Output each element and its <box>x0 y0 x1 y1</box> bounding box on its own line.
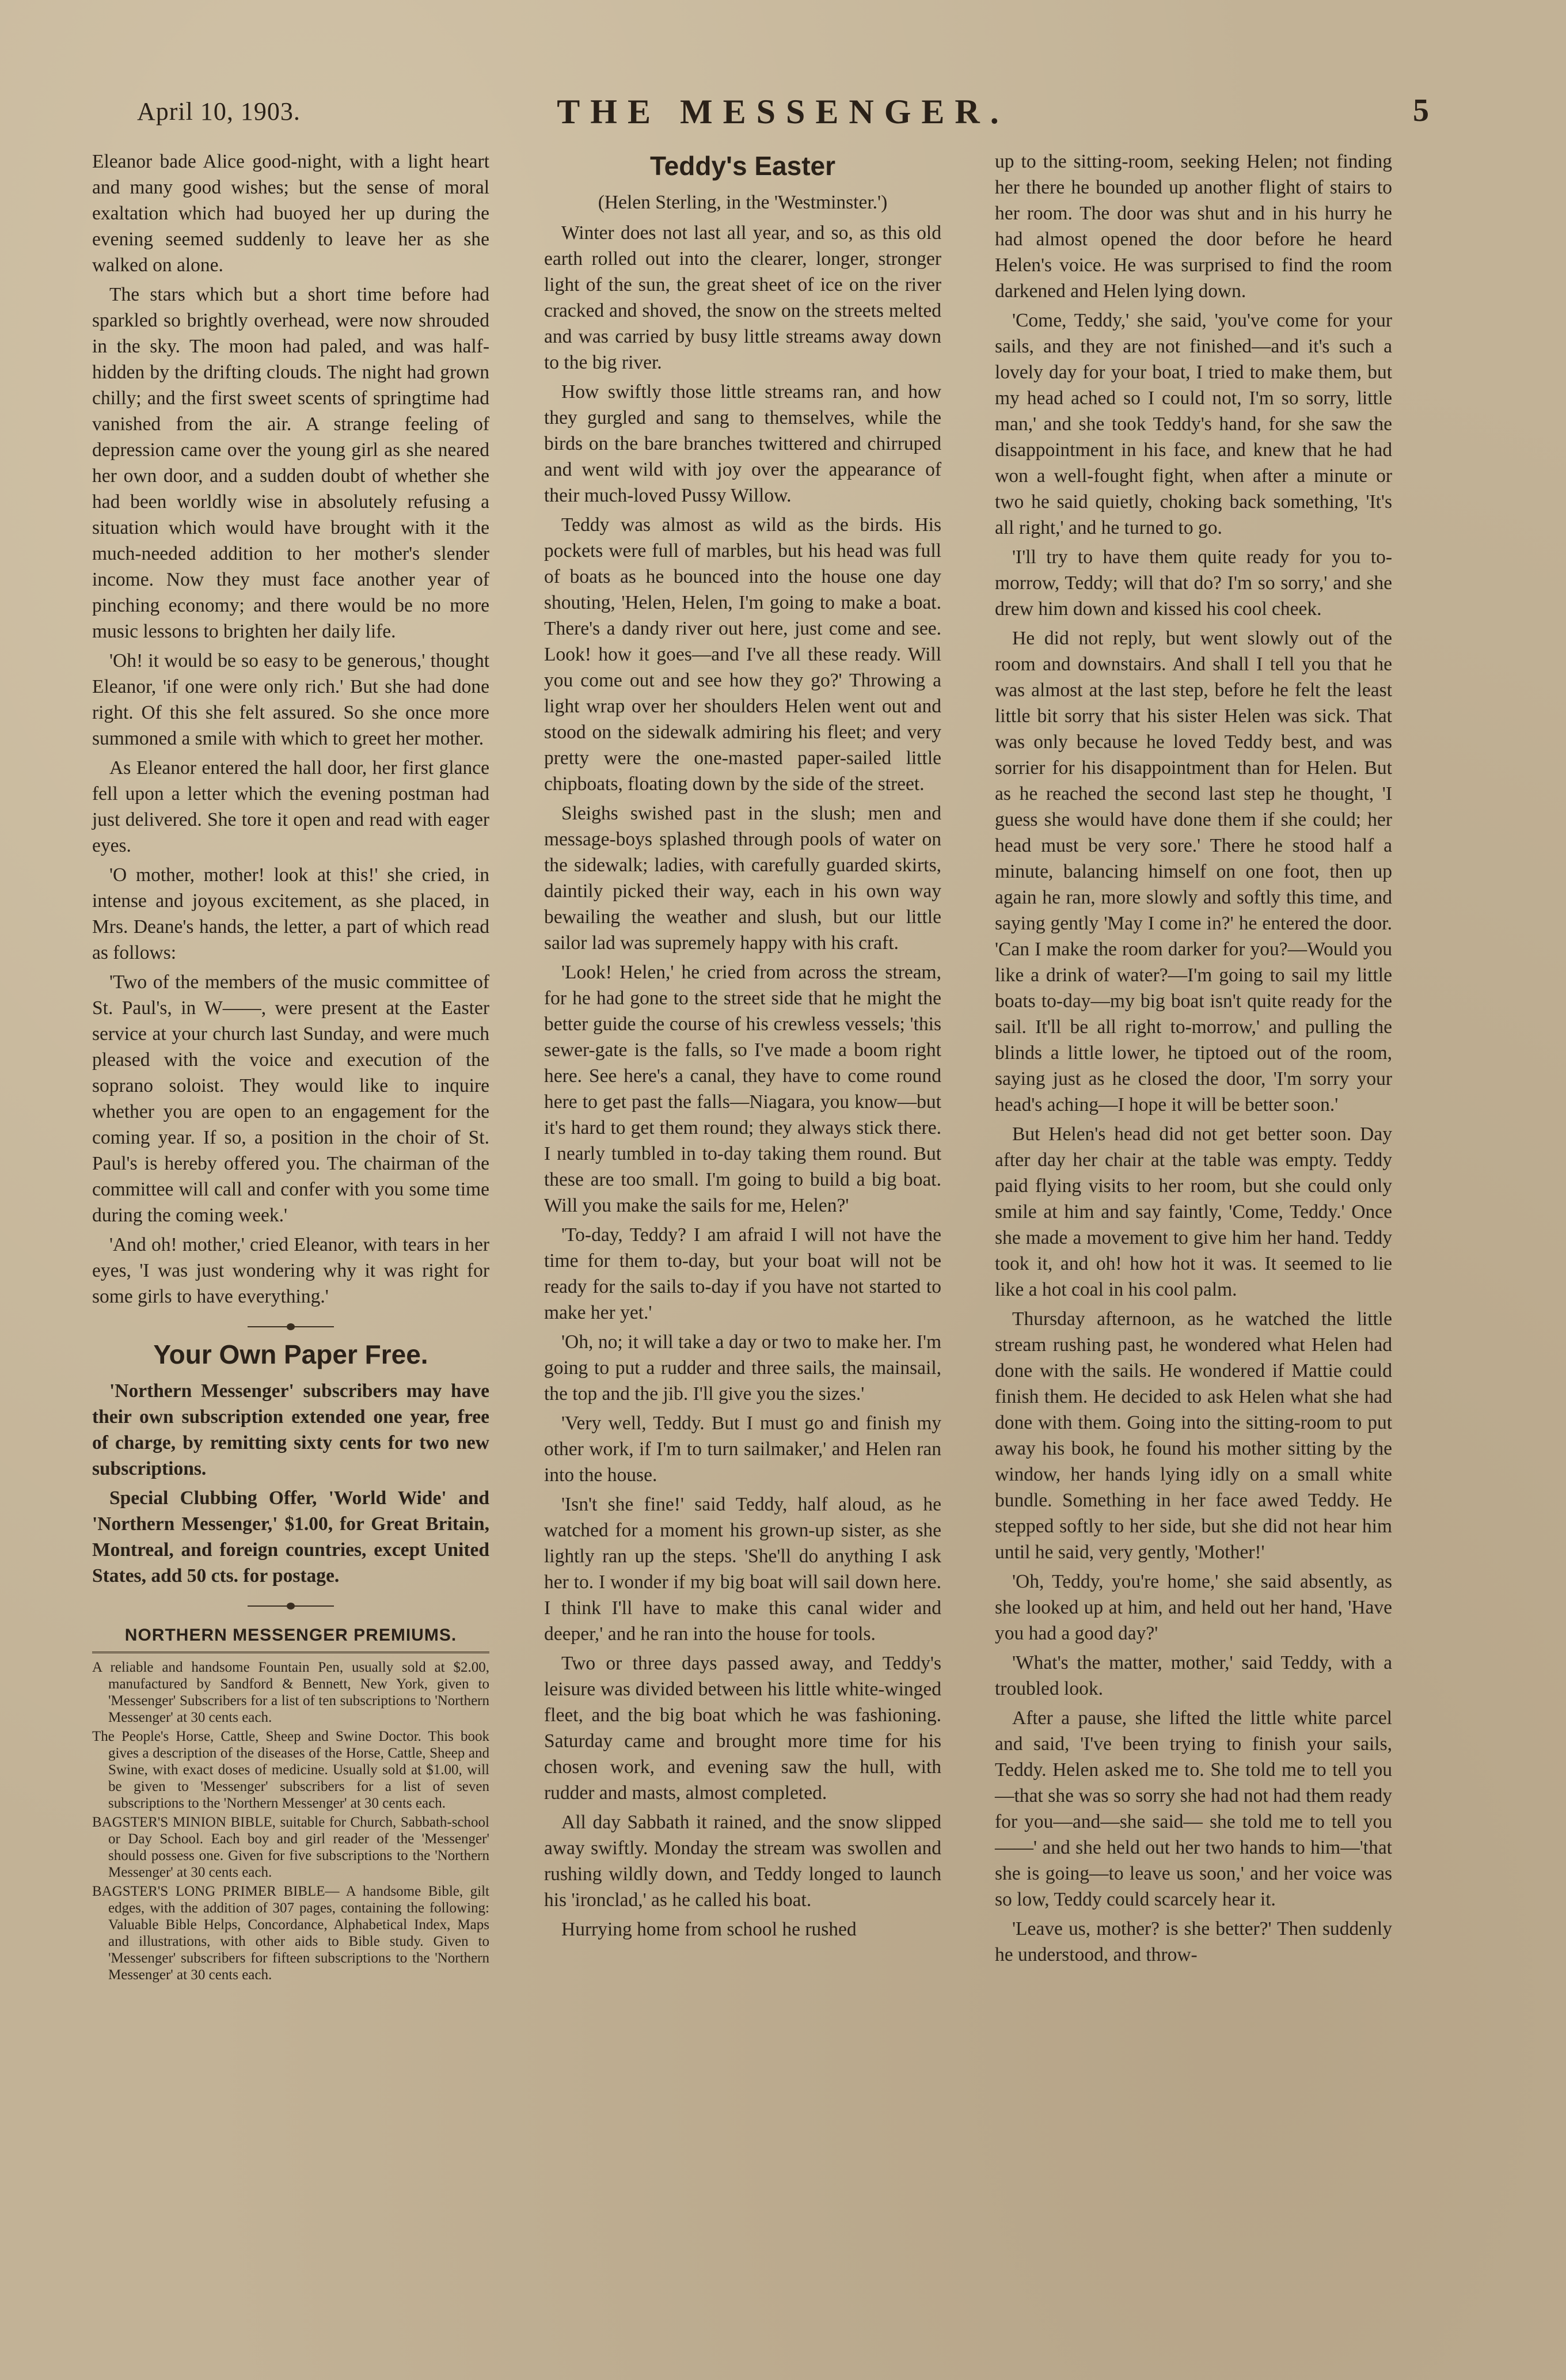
story-byline: (Helen Sterling, in the 'Westminster.') <box>598 192 888 213</box>
paragraph: But Helen's head did not get better soon. Day after day her chair at the table was empty. Teddy paid flying visits to her room, but she could only smile at him and say faintly, 'Come, Teddy.' Once she made a movement to give him her hand. Teddy took it, and oh! how hot it was. It seemed to lie like a hot coal in his cool palm. <box>995 1123 1392 1300</box>
paragraph: up to the sitting-room, seeking Helen; not finding her there he bounded up another flight of stairs to her room. The door was shut and in his hurry he had almost opened the door before he heard Helen's voice. He was surprised to find the room darkened and Helen lying down. <box>995 151 1392 302</box>
story-title: Teddy's Easter <box>650 151 835 181</box>
paragraph: How swiftly those little streams ran, and how they gurgled and sang to themselves, while the birds on the bare branches twittered and chirruped and went wild with joy over the appearance of their much-loved Pussy Willow. <box>544 381 941 506</box>
column-2 <box>544 149 941 1946</box>
free-paper-paragraph: 'Northern Messenger' subscribers may have their own subscription extended one year, free of charge, by remitting sixty cents for two new subscriptions. <box>92 1380 489 1479</box>
paragraph: He did not reply, but went slowly out of the room and downstairs. And shall I tell you that he was almost at the last step, before he felt the least little bit sorry that his sister Helen was sick. That was only because he loved Teddy best, and was sorrier for his disappointment than for Helen. But as he reached the second last step he thought, 'I guess she would have done them if she could; her head must be very sore.' There he stood half a minute, balancing himself on one foot, then up again he ran, more slowly and softly this time, and saying gently 'May I come in?' he entered the door. 'Can I make the room darker for you?—Would you like a drink of water?—I'm going to sail my little boats to-day—my big boat isn't quite ready for the sail. It'll be all right to-morrow,' and pulling the blinds a little lower, he tiptoed out of the room, saying just as he closed the door, 'I'm sorry your head's aching—I hope it will be better soon.' <box>995 628 1392 1115</box>
paragraph: 'What's the matter, mother,' said Teddy, with a troubled look. <box>995 1652 1392 1699</box>
paragraph: 'Oh, Teddy, you're home,' she said absently, as she looked up at him, and held out her hand, 'Have you had a good day?' <box>995 1571 1392 1644</box>
paragraph: 'Oh, no; it will take a day or two to make her. I'm going to put a rudder and three sails, the mainsail, the top and the jib. I'll give you the sizes.' <box>544 1331 941 1405</box>
clubbing-offer-paragraph: Special Clubbing Offer, 'World Wide' and 'Northern Messenger,' $1.00, for Great Britain, Montreal, and foreign countries, except United States, add 50 cts. for postage. <box>92 1487 489 1586</box>
page-number: 5 <box>1413 93 1429 128</box>
issue-date: April 10, 1903. <box>137 97 301 126</box>
paragraph: Winter does not last all year, and so, as this old earth rolled out into the clearer, longer, stronger light of the sun, the great sheet of ice on the river cracked and shoved, the snow on the streets melted and was carried by busy little streams away down to the big river. <box>544 222 941 373</box>
paragraph: 'Oh! it would be so easy to be generous,' thought Eleanor, 'if one were only rich.' But she had done right. Of this she felt assured. So she once more summoned a smile with which to greet her mother. <box>92 650 489 749</box>
letter-quote: 'Two of the members of the music committee of St. Paul's, in W——, were present at the Easter service at your church last Sunday, and were much pleased with the voice and execution of the soprano soloist. They would like to inquire whether you are open to an engagement for the coming year. If so, a position in the choir of St. Paul's is hereby offered you. The chairman of the committee will call and confer with you some time during the coming week.' <box>92 971 489 1226</box>
column-1 <box>92 149 489 1986</box>
paragraph: 'Very well, Teddy. But I must go and finish my other work, if I'm to turn sailmaker,' and Helen ran into the house. <box>544 1413 941 1486</box>
paragraph: After a pause, she lifted the little white parcel and said, 'I've been trying to finish your sails, Teddy. Helen asked me to. She told me to tell you—that she was so sorry she had not had them ready for you—and—she said— she told me to tell you ——' and she held out her two hands to him—'that she is going—to leave us soon,' and her voice was so low, Teddy could scarcely hear it. <box>995 1707 1392 1910</box>
paragraph: 'I'll try to have them quite ready for you to-morrow, Teddy; will that do? I'm so sorry,' and she drew him down and kissed his cool cheek. <box>995 546 1392 620</box>
paragraph: The stars which but a short time before had sparkled so brightly overhead, were now shrouded in the sky. The moon had paled, and was half-hidden by the drifting clouds. The night had grown chilly; and the first sweet scents of springtime had vanished from the air. A strange feeling of depression came over the young girl as she neared her own door, and a sudden doubt of whether she had been worldly wise in absolutely refusing a situation which would have brought with it the much-needed addition to her mother's slender income. Now they must face another year of pinching economy; and there would be no more music lessons to brighten her daily life. <box>92 284 489 642</box>
section-divider <box>248 1601 334 1611</box>
paragraph: As Eleanor entered the hall door, her first glance fell upon a letter which the evening postman had just delivered. She tore it open and read with eager eyes. <box>92 757 489 856</box>
newspaper-title: THE MESSENGER. <box>557 93 1009 131</box>
paragraph: 'Come, Teddy,' she said, 'you've come for your sails, and they are not finished—and it's such a lovely day for your boat, I tried to make them, but my head ached so I could not, I'm so sorry, little man,' and she took Teddy's hand, for she saw the disappointment in his face, and knew that he had won a well-fought fight, when after a minute or two he said quietly, choking back something, 'It's all right,' and he turned to go. <box>995 310 1392 538</box>
paragraph: Teddy was almost as wild as the birds. His pockets were full of marbles, but his head was full of boats as he bounced into the house one day shouting, 'Helen, Helen, I'm going to make a boat. There's a dandy river out here, just come and see. Look! how it goes—and I've all these ready. Will you come out and see how they go?' Throwing a light wrap over her shoulders Helen went out and stood on the sidewalk admiring his fleet; and very pretty were the one-masted paper-sailed little chipboats, floating down by the side of the street. <box>544 514 941 795</box>
paragraph: Two or three days passed away, and Teddy's leisure was divided between his little white-winged fleet, and the big boat which he was fashioning. Saturday came and brought more time for his chosen work, and evening saw the hull, with rudder and masts, almost completed. <box>544 1653 941 1804</box>
masthead <box>0 92 1566 138</box>
premium-item: BAGSTER'S LONG PRIMER BIBLE— A handsome Bible, gilt edges, with the addition of 307 pages, containing the following: Valuable Bible Helps, Concordance, Alphabetical Index, Maps and illustrations, with other aids to Bible study. Given to 'Messenger' subscribers for fifteen subscriptions to the 'Northern Messenger' at 30 cents each. <box>92 1884 489 1983</box>
paragraph: Eleanor bade Alice good-night, with a light heart and many good wishes; but the sense of moral exaltation which had buoyed her up during the evening seemed suddenly to leave her as she walked on alone. <box>92 151 489 276</box>
paragraph: 'O mother, mother! look at this!' she cried, in intense and joyous excitement, as she placed, in Mrs. Deane's hands, the letter, a part of which read as follows: <box>92 864 489 963</box>
free-paper-heading: Your Own Paper Free. <box>153 1339 428 1369</box>
premiums-heading: NORTHERN MESSENGER PREMIUMS. <box>92 1622 489 1653</box>
premium-item: The People's Horse, Cattle, Sheep and Swine Doctor. This book gives a description of the diseases of the Horse, Cattle, Sheep and Swine, with exact doses of medicine. Usually sold at $1.00, will be given to 'Messenger' subscribers for a list of seven subscriptions to the 'Northern Messenger' at 30 cents each. <box>92 1729 489 1811</box>
paragraph: Thursday afternoon, as he watched the little stream rushing past, he wondered what Helen had done with the sails. He wondered if Mattie could finish them. He decided to ask Helen what she had done with them. Going into the sitting-room to put away his book, he found his mother sitting by the window, her hands lying idly on a small white bundle. Something in her face awed Teddy. He stepped softly to her side, but she did not hear him until he said, very gently, 'Mother!' <box>995 1308 1392 1563</box>
section-divider <box>248 1322 334 1331</box>
paragraph: All day Sabbath it rained, and the snow slipped away swiftly. Monday the stream was swollen and rushing wildly down, and Teddy longed to launch his 'ironclad,' as he called his boat. <box>544 1812 941 1911</box>
column-3 <box>995 149 1392 1971</box>
premium-item: BAGSTER'S MINION BIBLE, suitable for Church, Sabbath-school or Day School. Each boy and girl reader of the 'Messenger' should possess one. Given for five subscriptions to the 'Northern Messenger' at 30 cents each. <box>92 1815 489 1880</box>
paragraph: 'To-day, Teddy? I am afraid I will not have the time for them to-day, but your boat will not be ready for the sails to-day if you have not started to make her yet.' <box>544 1224 941 1323</box>
premium-item: A reliable and handsome Fountain Pen, usually sold at $2.00, manufactured by Sandford & Bennett, New York, given to 'Messenger' Subscribers for a list of ten subscriptions to 'Northern Messenger' at 30 cents each. <box>92 1660 489 1725</box>
paragraph: Hurrying home from school he rushed <box>561 1919 857 1940</box>
paragraph: 'And oh! mother,' cried Eleanor, with tears in her eyes, 'I was just wondering why it was right for some girls to have everything.' <box>92 1234 489 1307</box>
paragraph: Sleighs swished past in the slush; men and message-boys splashed through pools of water on the sidewalk; ladies, with carefully guarded skirts, daintily picked their way, each in his own way bewailing the weather and slush, but our little sailor lad was supremely happy with his craft. <box>544 803 941 954</box>
premiums-list <box>92 1659 489 1983</box>
paragraph: 'Isn't she fine!' said Teddy, half aloud, as he watched for a moment his grown-up sister, as she lightly ran up the steps. 'She'll do anything I ask her to. I wonder if my big boat will sail down here. I think I'll have to make this canal wider and deeper,' and he ran into the house for tools. <box>544 1494 941 1645</box>
paragraph: 'Look! Helen,' he cried from across the stream, for he had gone to the street side that he might the better guide the course of his crewless vessels; 'this sewer-gate is the falls, so I've made a boom right here. See here's a canal, they have to come round here to get past the falls—Niagara, you know—but it's hard to get them round; they always stick there. I nearly tumbled in to-day taking them round. But these are too small. I'm going to build a big boat. Will you make the sails for me, Helen?' <box>544 962 941 1216</box>
paragraph: 'Leave us, mother? is she better?' Then suddenly he understood, and throw- <box>995 1918 1392 1965</box>
